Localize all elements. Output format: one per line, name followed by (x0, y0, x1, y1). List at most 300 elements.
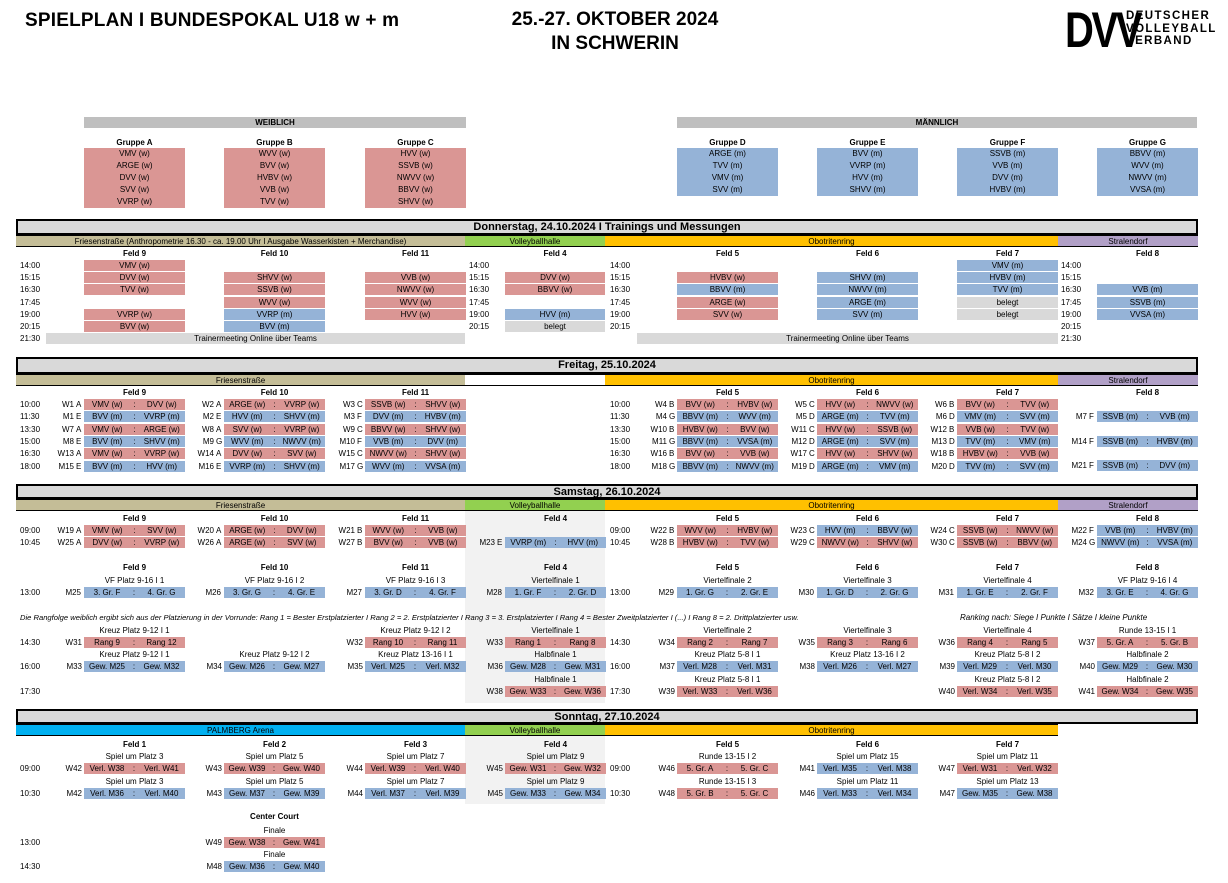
field-header: Feld 9 (122, 388, 147, 397)
group-title: Gruppe D (709, 138, 746, 147)
field-header: Feld 11 (401, 249, 430, 258)
venue-obotritenring: Obotritenring (605, 374, 1058, 386)
round-label: Viertelfinale 2 (703, 576, 752, 585)
team-home: ARGE (m) (821, 461, 859, 471)
time-label: 11:30 (610, 412, 630, 422)
time-label: 21:30 (20, 334, 41, 344)
training-slot: VVSA (m) (1097, 309, 1198, 320)
match-id: M3 (343, 412, 355, 422)
team-away: Verl. W40 (425, 764, 460, 773)
team-home: Rang 3 (827, 638, 853, 647)
field-header: Feld 6 (855, 740, 880, 749)
team-home: 1. Gr. F (514, 588, 542, 597)
venue-stralendorf: Stralendorf (1058, 499, 1198, 511)
ranking-note-male: Ranking nach: Siege I Punkte I Sätze I kleine Punkte (960, 613, 1148, 622)
vs-separator: : (1006, 461, 1009, 471)
group-letter: G (669, 436, 676, 446)
round-label: Viertelfinale 3 (843, 576, 892, 585)
vs-separator: : (726, 436, 729, 446)
team-home: SSVB (m) (1102, 412, 1139, 421)
round-label: Kreuz Platz 9-12 I 1 (99, 626, 170, 635)
field-header: Feld 11 (401, 388, 430, 397)
team-home: WVV (m) (372, 461, 405, 471)
group-letter: F (1089, 526, 1094, 535)
time-label: 09:00 (610, 526, 631, 535)
team-home: BVV (w) (965, 400, 995, 409)
group-letter: B (669, 424, 675, 434)
group-letter: F (1089, 461, 1094, 470)
team-home: Gew. M25 (88, 662, 125, 671)
match-id: M20 (931, 461, 947, 471)
field-header: Feld 10 (260, 249, 289, 258)
vs-separator: : (273, 449, 276, 459)
vs-separator: : (553, 638, 557, 647)
team-home: HVBV (w) (682, 424, 718, 434)
vs-separator: : (414, 400, 417, 409)
vs-separator: : (1006, 449, 1009, 459)
group-letter: A (76, 424, 82, 434)
team-home: Verl. M33 (823, 789, 857, 798)
group-letter: E (216, 461, 222, 471)
time-label: 10:00 (20, 400, 41, 409)
team-home: NWVV (w) (369, 449, 407, 459)
round-label: Spiel um Platz 11 (976, 752, 1039, 761)
team-away: VVB (w) (428, 538, 458, 547)
group-letter: G (216, 436, 223, 446)
time-label: 14:00 (610, 261, 631, 270)
team-home: HVV (w) (825, 400, 856, 409)
training-slot: NWVV (w) (365, 284, 466, 295)
training-slot: VMV (w) (84, 260, 185, 271)
group-letter: D (949, 412, 955, 422)
round-label: Runde 13-15 I 1 (1118, 626, 1177, 635)
group-team: SSVB (w) (365, 160, 466, 172)
team-home: VVB (w) (965, 424, 995, 434)
vs-separator: : (1005, 588, 1009, 597)
vs-separator: : (133, 400, 136, 409)
group-letter: A (76, 526, 82, 535)
vs-separator: : (1006, 538, 1009, 547)
team-home: Verl. W33 (682, 687, 718, 696)
match-id: M26 (205, 588, 221, 597)
team-home: 3. Gr. D (374, 588, 402, 597)
team-home: 3. Gr. G (232, 588, 261, 597)
vs-separator: : (132, 638, 136, 647)
team-home: VVRP (m) (229, 461, 266, 471)
round-label: Viertelfinale 4 (983, 626, 1032, 635)
time-label: 16:30 (20, 285, 41, 295)
round-label: Finale (263, 850, 286, 859)
time-label: 19:00 (1061, 309, 1082, 319)
group-letter: E (497, 538, 503, 547)
team-away: VMV (m) (1018, 436, 1051, 446)
match-id: M28 (486, 588, 502, 597)
team-home: BVV (w) (685, 449, 715, 459)
team-away: BBVV (w) (1017, 538, 1053, 547)
venue-friesen: Friesenstraße (16, 499, 465, 511)
round-label: Spiel um Platz 5 (245, 777, 304, 786)
group-team: VMV (m) (677, 172, 778, 184)
team-away: SHVV (m) (283, 412, 320, 422)
team-home: NWVV (m) (1101, 538, 1140, 547)
match-id: M24 (1071, 538, 1087, 547)
time-label: 17:45 (469, 297, 490, 307)
training-slot: HVBV (m) (957, 272, 1058, 283)
team-home: WVV (m) (231, 436, 264, 446)
trainer-meeting: Trainermeeting Online über Teams (46, 333, 465, 344)
training-slot: TVV (w) (84, 284, 185, 295)
training-slot: VMV (m) (957, 260, 1058, 271)
vs-separator: : (273, 400, 276, 409)
group-team: DVV (m) (957, 172, 1058, 184)
field-header: Feld 11 (401, 514, 430, 523)
field-header: Feld 8 (1135, 563, 1160, 572)
vs-separator: : (414, 436, 417, 446)
team-away: TVV (w) (740, 538, 770, 547)
vs-separator: : (554, 538, 557, 547)
group-letter: G (669, 412, 676, 422)
field-header: Feld 6 (855, 563, 880, 572)
group-letter: G (669, 461, 676, 471)
team-away: VVRP (w) (144, 538, 180, 547)
team-away: Rang 6 (881, 638, 908, 647)
vs-separator: : (866, 400, 869, 409)
team-away: DVV (m) (427, 436, 459, 446)
vs-separator: : (866, 449, 869, 459)
vs-separator: : (1145, 662, 1149, 671)
time-label: 17:45 (610, 297, 631, 307)
team-home: SSVB (w) (962, 526, 998, 535)
group-team: VVSA (m) (1097, 184, 1198, 196)
team-home: Gew. W34 (1101, 687, 1139, 696)
time-label: 16:30 (610, 285, 631, 295)
match-id: M16 (198, 461, 214, 471)
team-home: Verl. M25 (371, 662, 405, 671)
time-label: 16:30 (469, 285, 490, 295)
team-home: Verl. M28 (683, 662, 717, 671)
team-home: BVV (m) (92, 436, 123, 446)
time-label: 20:15 (1061, 322, 1082, 331)
match-id: W5 (795, 400, 807, 409)
vs-separator: : (866, 436, 869, 446)
time-label: 19:00 (469, 309, 490, 319)
team-home: Verl. M29 (963, 662, 997, 671)
vs-separator: : (553, 588, 557, 597)
vs-separator: : (414, 461, 417, 471)
match-id: M45 (487, 789, 503, 798)
training-slot: SSVB (w) (224, 284, 325, 295)
vs-separator: : (725, 662, 729, 671)
team-home: Gew. W33 (509, 687, 547, 696)
group-team: SHVV (m) (817, 184, 918, 196)
venue-stralendorf: Stralendorf (1058, 374, 1198, 386)
team-away: Verl. M32 (425, 662, 460, 671)
time-label: 09:00 (610, 764, 631, 773)
team-away: NWVV (w) (1016, 526, 1054, 535)
team-away: HVBV (w) (737, 400, 773, 409)
field-header: Feld 8 (1135, 388, 1160, 397)
team-home: ARGE (w) (229, 526, 266, 535)
team-home: Verl. M36 (90, 789, 124, 798)
group-letter: D (809, 412, 815, 422)
training-slot: WVV (w) (224, 297, 325, 308)
match-id: W23 (790, 526, 807, 535)
team-away: Gew. M31 (564, 662, 601, 671)
vs-separator: : (273, 412, 276, 422)
field-header: Feld 10 (260, 514, 289, 523)
team-away: Gew. M39 (283, 789, 320, 798)
round-label: Spiel um Platz 9 (526, 752, 585, 761)
team-away: SVV (m) (879, 436, 910, 446)
field-header: Feld 7 (995, 249, 1020, 258)
time-label: 10:45 (20, 538, 41, 547)
match-id: W48 (658, 789, 675, 798)
team-home: BVV (m) (92, 461, 123, 471)
team-home: VMV (w) (91, 449, 123, 459)
match-id: M18 (651, 461, 667, 471)
match-id: W35 (798, 638, 815, 647)
group-letter: C (357, 449, 363, 459)
team-home: Gew. M37 (228, 789, 265, 798)
vs-separator: : (1146, 412, 1149, 421)
day-header-thursday: Donnerstag, 24.10.2024 I Trainings und Messungen (16, 219, 1198, 235)
trainer-meeting: Trainermeeting Online über Teams (637, 333, 1058, 344)
field-header: Feld 6 (855, 249, 880, 258)
match-id: W34 (658, 638, 675, 647)
team-away: 2. Gr. G (880, 588, 909, 597)
field-header: Feld 1 (122, 740, 147, 749)
round-label: VF Platz 9-16 I 3 (385, 576, 446, 585)
group-letter: D (809, 461, 815, 471)
team-home: TVV (m) (965, 461, 996, 471)
team-away: Verl. W35 (1017, 687, 1052, 696)
team-home: BBVV (m) (682, 412, 719, 422)
group-title: Gruppe E (849, 138, 886, 147)
team-home: Gew. W39 (228, 764, 266, 773)
match-id: M21 (1071, 461, 1087, 470)
team-home: BBVV (w) (370, 424, 406, 434)
match-id: M40 (1079, 662, 1095, 671)
training-slot: WVV (w) (365, 297, 466, 308)
team-away: VVRP (w) (284, 424, 320, 434)
venue-obotritenring: Obotritenring (605, 235, 1058, 247)
time-label: 19:00 (20, 309, 41, 319)
group-letter: B (949, 424, 955, 434)
round-label: Spiel um Platz 7 (386, 777, 445, 786)
time-label: 13:00 (20, 838, 41, 847)
match-id: M2 (202, 412, 214, 422)
time-label: 14:30 (610, 638, 631, 647)
time-label: 15:15 (1061, 273, 1082, 283)
group-team: BBVV (m) (1097, 148, 1198, 160)
vs-separator: : (1005, 687, 1009, 696)
field-header: Feld 9 (122, 563, 147, 572)
group-letter: C (809, 424, 815, 434)
team-away: VVB (w) (1020, 449, 1050, 459)
time-label: 19:00 (610, 309, 631, 319)
round-label: Runde 13-15 I 3 (698, 777, 757, 786)
vs-separator: : (272, 764, 276, 773)
vs-separator: : (725, 764, 729, 773)
team-home: BBVV (m) (682, 461, 719, 471)
team-away: Gew. M27 (283, 662, 320, 671)
round-label: VF Platz 9-16 I 4 (1117, 576, 1178, 585)
match-id: M1 (62, 412, 74, 422)
team-home: WVV (w) (372, 526, 405, 535)
field-header: Feld 9 (122, 514, 147, 523)
vs-separator: : (725, 638, 729, 647)
team-home: HVV (m) (231, 412, 263, 422)
team-away: VVSA (m) (1157, 538, 1193, 547)
match-id: W19 (57, 526, 74, 535)
vs-separator: : (1005, 764, 1009, 773)
field-header: Feld 5 (715, 740, 740, 749)
training-slot: NWVV (m) (817, 284, 918, 295)
vs-separator: : (413, 789, 417, 798)
match-id: M29 (658, 588, 674, 597)
group-team: VVB (m) (957, 160, 1058, 172)
vs-separator: : (414, 449, 417, 459)
training-slot: VVRP (m) (224, 309, 325, 320)
match-id: M46 (799, 789, 815, 798)
time-label: 10:30 (610, 789, 631, 798)
group-letter: A (216, 449, 222, 459)
group-letter: D (809, 436, 815, 446)
round-label: Runde 13-15 I 2 (698, 752, 757, 761)
team-away: SHVV (w) (425, 400, 461, 409)
team-away: Verl. W36 (737, 687, 772, 696)
time-label: 17:45 (1061, 297, 1082, 307)
training-slot: VVB (w) (365, 272, 466, 283)
group-letter: A (216, 526, 222, 535)
training-slot: SVV (w) (677, 309, 778, 320)
round-label: Spiel um Platz 3 (105, 752, 164, 761)
group-team: BBVV (w) (365, 184, 466, 196)
field-header: Feld 5 (715, 388, 740, 397)
vs-separator: : (866, 412, 869, 422)
team-away: 5. Gr. B (1160, 638, 1189, 647)
vs-separator: : (866, 424, 869, 434)
match-id: M43 (206, 789, 222, 798)
vs-separator: : (413, 588, 417, 597)
vs-separator: : (133, 538, 136, 547)
time-label: 15:15 (20, 273, 41, 283)
match-id: W30 (930, 538, 947, 547)
team-away: Gew. W36 (564, 687, 601, 696)
weiblich-header: WEIBLICH (84, 117, 466, 128)
team-away: HVBV (m) (424, 412, 461, 422)
team-away: SVV (w) (287, 449, 317, 459)
team-home: HVV (w) (825, 449, 856, 459)
group-letter: F (357, 436, 362, 446)
group-team: SVV (m) (677, 184, 778, 196)
vs-separator: : (133, 449, 136, 459)
group-team: HVV (w) (365, 148, 466, 160)
round-label: Viertelfinale 2 (703, 626, 752, 635)
team-away: Gew. M38 (1016, 789, 1053, 798)
field-header: Feld 3 (403, 740, 428, 749)
field-header: Feld 7 (995, 388, 1020, 397)
match-id: M38 (799, 662, 815, 671)
team-home: NWVV (w) (821, 538, 859, 547)
team-home: Gew. W38 (228, 838, 266, 847)
team-away: SSVB (w) (877, 424, 913, 434)
match-id: W37 (1078, 638, 1095, 647)
match-id: M17 (339, 461, 355, 471)
venue-palmberg: PALMBERG Arena (16, 724, 465, 736)
time-label: 20:15 (610, 322, 631, 331)
logo-line: VOLLEYBALL (1126, 22, 1217, 35)
team-away: 4. Gr. G (1160, 588, 1189, 597)
group-team: BVV (m) (817, 148, 918, 160)
vs-separator: : (133, 526, 136, 535)
team-away: 2. Gr. D (568, 588, 597, 597)
match-id: W44 (346, 764, 363, 773)
match-id: W7 (62, 424, 74, 434)
training-slot: VVB (m) (1097, 284, 1198, 295)
time-label: 10:30 (20, 789, 41, 798)
match-id: W38 (486, 687, 503, 696)
vs-separator: : (272, 789, 276, 798)
match-id: M15 (58, 461, 74, 471)
vs-separator: : (413, 662, 417, 671)
field-header: Feld 9 (122, 249, 147, 258)
team-home: VMV (w) (91, 526, 123, 535)
vs-separator: : (1146, 461, 1149, 470)
round-label: Halbfinale 1 (534, 650, 577, 659)
time-label: 13:30 (20, 424, 41, 434)
logo-line: DEUTSCHER (1126, 10, 1211, 22)
team-home: 5. Gr. A (1106, 638, 1134, 647)
vs-separator: : (133, 461, 136, 471)
team-away: Verl. M27 (877, 662, 912, 671)
vs-separator: : (133, 412, 136, 422)
match-id: M34 (206, 662, 222, 671)
match-id: W24 (930, 526, 947, 535)
round-label: Halbfinale 2 (1126, 675, 1169, 684)
time-label: 10:45 (610, 538, 631, 547)
vs-separator: : (1146, 526, 1149, 535)
match-id: M6 (935, 412, 947, 422)
group-letter: F (1089, 437, 1094, 446)
time-label: 20:15 (469, 322, 490, 331)
team-home: VMV (w) (91, 424, 123, 434)
training-slot: BVV (w) (84, 321, 185, 332)
match-id: W43 (205, 764, 222, 773)
field-header: Feld 4 (543, 563, 568, 572)
field-header: Feld 6 (855, 514, 880, 523)
group-team: DVV (w) (84, 172, 185, 184)
group-team: SSVB (m) (957, 148, 1058, 160)
group-team: VVRP (w) (84, 196, 185, 208)
vs-separator: : (273, 526, 276, 535)
vs-separator: : (272, 862, 276, 871)
vs-separator: : (413, 638, 417, 647)
team-away: VVB (w) (740, 449, 770, 459)
team-away: VVRP (w) (144, 449, 180, 459)
venue-obotritenring: Obotritenring (605, 499, 1058, 511)
team-home: SSVB (w) (370, 400, 406, 409)
match-id: M47 (939, 789, 955, 798)
field-header: Feld 10 (260, 563, 289, 572)
vs-separator: : (726, 461, 729, 471)
vs-separator: : (414, 424, 417, 434)
match-id: W49 (205, 838, 222, 847)
team-away: Gew. W41 (283, 838, 320, 847)
time-label: 09:00 (20, 764, 41, 773)
match-id: W25 (57, 538, 74, 547)
match-id: W36 (938, 638, 955, 647)
